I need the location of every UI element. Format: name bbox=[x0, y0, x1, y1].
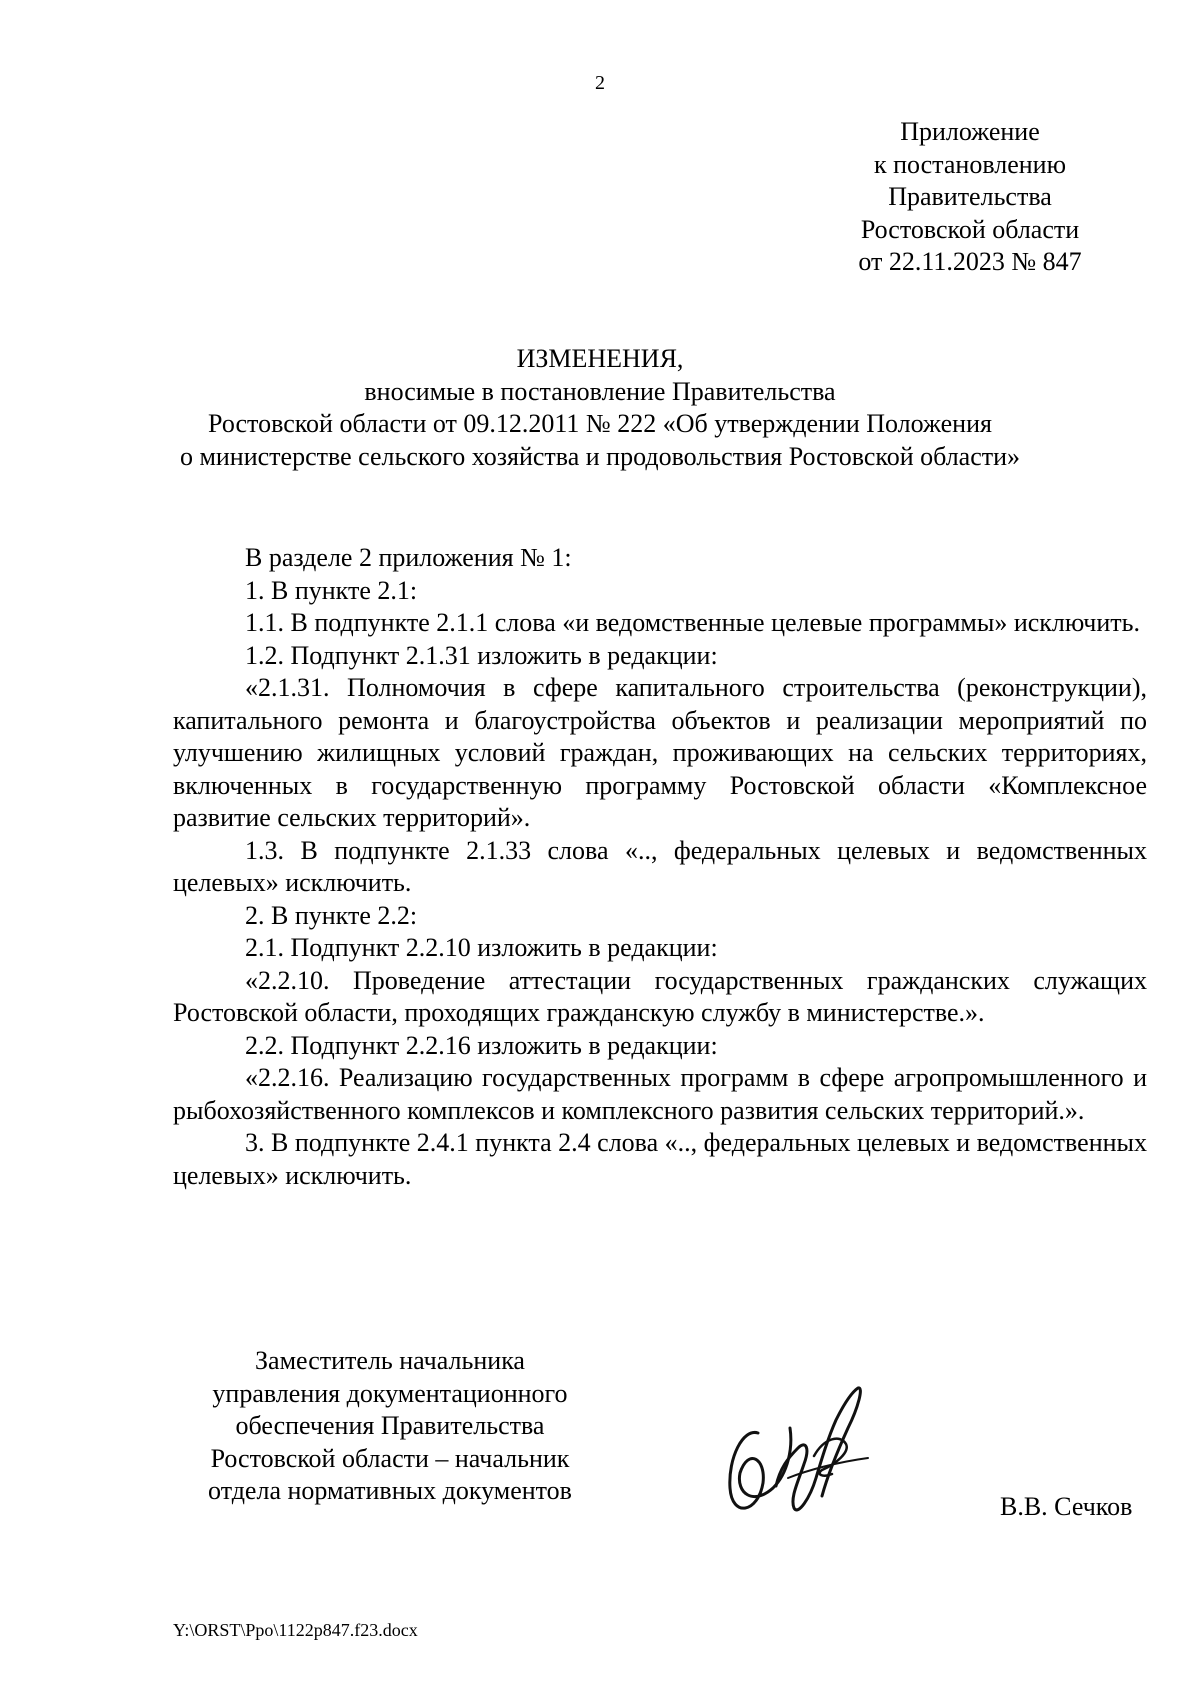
signatory-position-line: обеспечения Правительства bbox=[235, 1411, 545, 1440]
signatory-position-line: Ростовской области – начальник bbox=[210, 1443, 570, 1473]
body-paragraph: 1.2. Подпункт 2.1.31 изложить в редакции: bbox=[245, 640, 718, 670]
body-paragraph: В разделе 2 приложения № 1: bbox=[245, 543, 572, 572]
body-paragraph: «2.2.16. Реализацию государственных программ в сфере агропромышленного и рыбохозяйственного комплексов и комплексного развития сельских территорий.». bbox=[173, 1063, 1147, 1125]
body-paragraph: 2. В пункте 2.2: bbox=[245, 900, 418, 930]
signatory-position-line: отдела нормативных документов bbox=[208, 1476, 572, 1505]
appendix-line: от 22.11.2023 № 847 bbox=[858, 247, 1082, 276]
file-path: Y:\ORST\Ppo\1122p847.f23.docx bbox=[173, 1620, 418, 1640]
document-body bbox=[173, 542, 1147, 1192]
title-line: о министерстве сельского хозяйства и продовольствия Ростовской области» bbox=[179, 441, 1021, 471]
body-paragraph: 2.2. Подпункт 2.2.16 изложить в редакции: bbox=[245, 1030, 718, 1060]
body-paragraph: 1.1. В подпункте 2.1.1 слова «и ведомственные целевые программы» исключить. bbox=[245, 608, 1141, 637]
body-paragraph: 3. В подпункте 2.4.1 пункта 2.4 слова «.., федеральных целевых и ведомственных целевых» исключить. bbox=[173, 1128, 1147, 1190]
appendix-line: Ростовской области bbox=[860, 214, 1080, 244]
body-paragraph: 2.1. Подпункт 2.2.10 изложить в редакции: bbox=[245, 933, 718, 962]
signatory-position bbox=[170, 1345, 610, 1508]
body-paragraph: «2.2.10. Проведение аттестации государственных гражданских служащих Ростовской области, проходящих гражданскую службу в министерстве.». bbox=[173, 965, 1147, 1027]
title-line: Ростовской области от 09.12.2011 № 222 «Об утверждении Положения bbox=[208, 409, 992, 438]
appendix-block bbox=[830, 116, 1110, 279]
body-paragraph: 1. В пункте 2.1: bbox=[245, 575, 418, 605]
title-heading: ИЗМЕНЕНИЯ, bbox=[516, 344, 684, 373]
document-title bbox=[0, 343, 1200, 473]
appendix-line: Приложение bbox=[900, 117, 1040, 146]
body-paragraph: 1.3. В подпункте 2.1.33 слова «.., федеральных целевых и ведомственных целевых» исключить. bbox=[173, 835, 1147, 897]
page-number: 2 bbox=[595, 72, 605, 94]
appendix-line: Правительства bbox=[888, 182, 1052, 211]
signatory-position-line: Заместитель начальника bbox=[255, 1346, 525, 1375]
title-line: вносимые в постановление Правительства bbox=[364, 376, 836, 406]
appendix-line: к постановлению bbox=[873, 149, 1067, 179]
signer-name: В.В. Сечков bbox=[1000, 1492, 1133, 1521]
handwritten-signature bbox=[718, 1378, 878, 1528]
signatory-position-line: управления документационного bbox=[212, 1378, 568, 1408]
body-paragraph: «2.1.31. Полномочия в сфере капитального строительства (реконструкции), капитального ремонта и благоустройства объектов и реализации мероприятий по улучшению жилищных условий граждан, проживающих на сельских территориях, включенных в государственную программу Ростовской области «Комплексное развитие сельских территорий». bbox=[173, 673, 1147, 832]
